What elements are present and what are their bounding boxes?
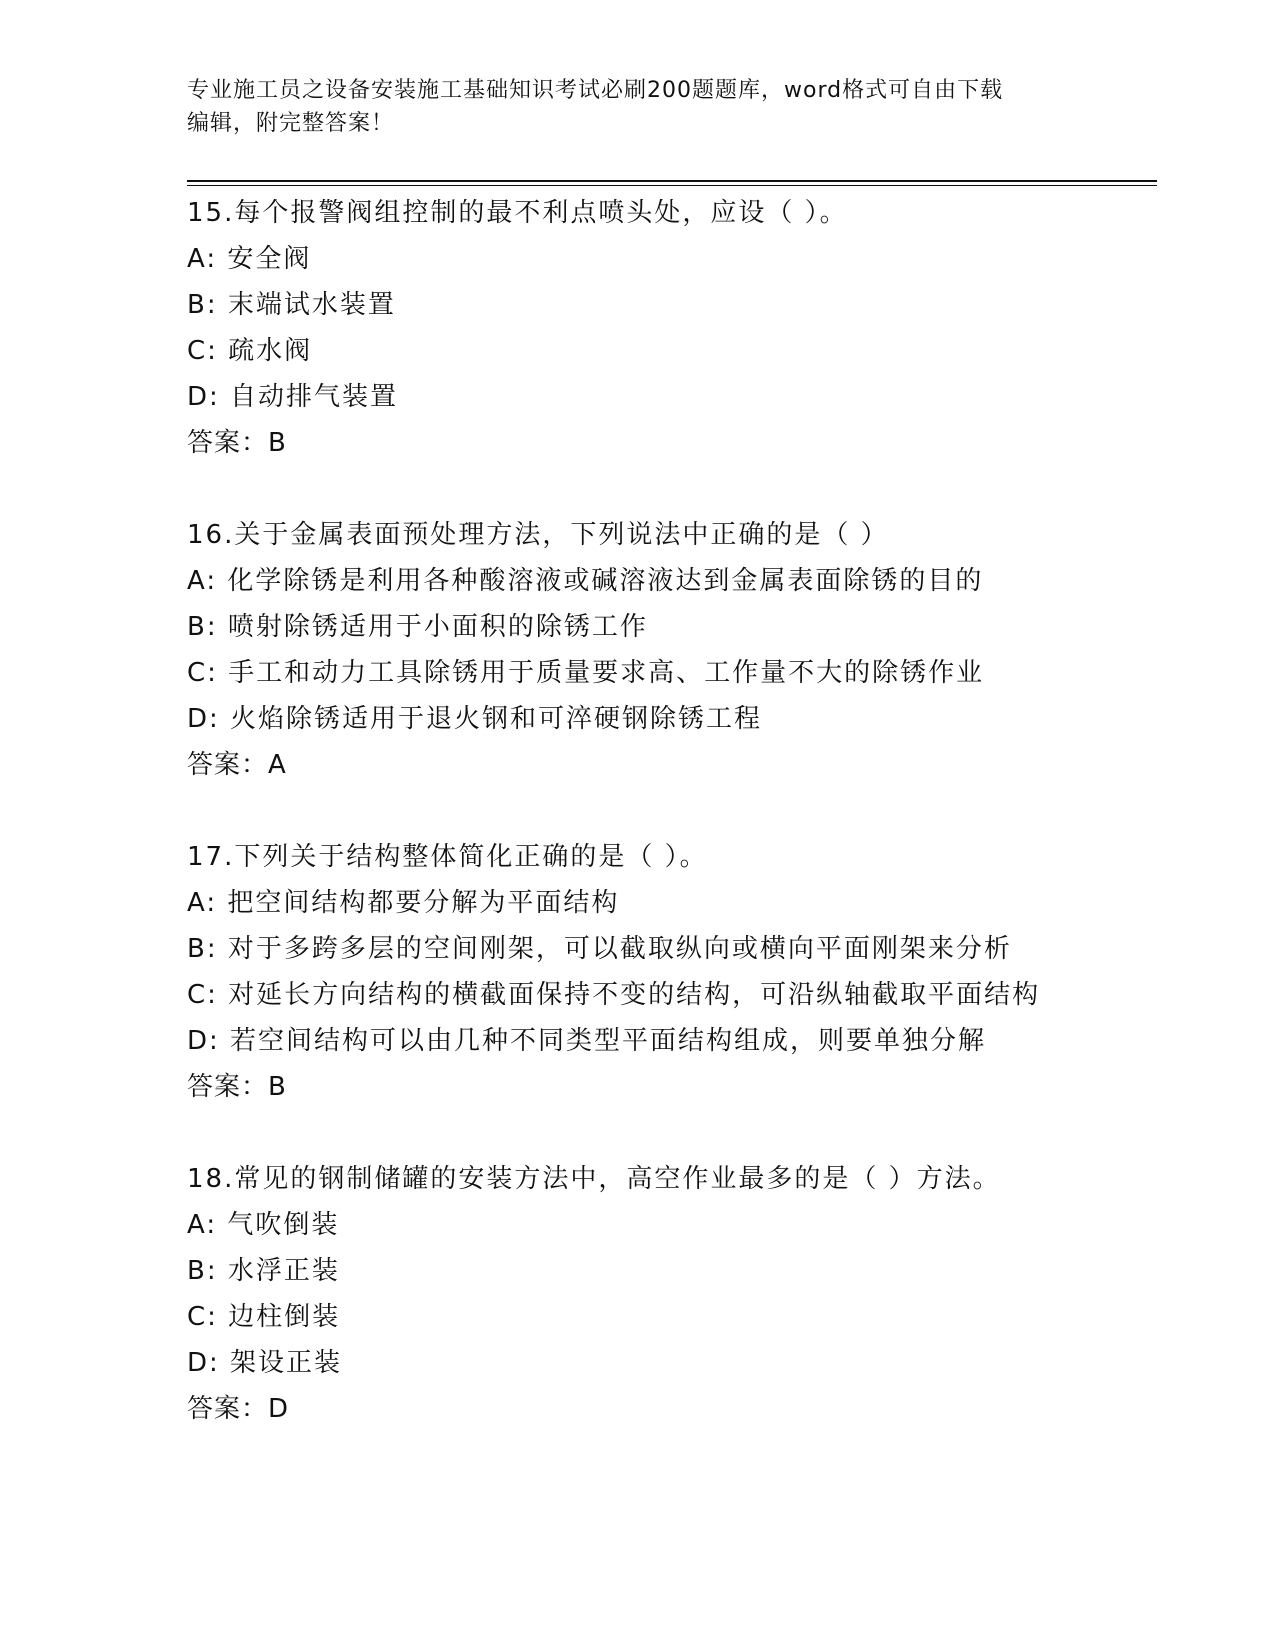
- question-title: 15.每个报警阀组控制的最不利点喷头处，应设（ ）。: [187, 198, 848, 228]
- option-a: A: 把空间结构都要分解为平面结构: [187, 888, 620, 918]
- question-15: [187, 190, 1157, 466]
- answer-line: 答案：A: [187, 750, 287, 780]
- question-title: 18.常见的钢制储罐的安装方法中，高空作业最多的是（ ）方法。: [187, 1164, 1001, 1194]
- question-title: 17.下列关于结构整体简化正确的是（ ）。: [187, 842, 708, 872]
- question-16: [187, 512, 1157, 788]
- option-c: C: 手工和动力工具除锈用于质量要求高、工作量不大的除锈作业: [187, 658, 985, 688]
- answer-line: 答案：B: [187, 1072, 287, 1102]
- option-c: C: 对延长方向结构的横截面保持不变的结构，可沿纵轴截取平面结构: [187, 980, 1041, 1010]
- header-title-line2: 编辑，附完整答案！: [187, 111, 395, 136]
- document-header: [187, 74, 1067, 140]
- option-d: D: 火焰除锈适用于退火钢和可淬硬钢除锈工程: [187, 704, 763, 734]
- answer-line: 答案：B: [187, 428, 287, 458]
- option-b: B: 末端试水装置: [187, 290, 396, 320]
- option-a: A: 化学除锈是利用各种酸溶液或碱溶液达到金属表面除锈的目的: [187, 566, 984, 596]
- option-b: B: 对于多跨多层的空间刚架，可以截取纵向或横向平面刚架来分析: [187, 934, 1012, 964]
- option-d: D: 自动排气装置: [187, 382, 399, 412]
- option-d: D: 架设正装: [187, 1348, 343, 1378]
- question-17: [187, 834, 1157, 1110]
- header-divider-thin: [187, 185, 1157, 186]
- option-c: C: 边柱倒装: [187, 1302, 341, 1332]
- option-b: B: 喷射除锈适用于小面积的除锈工作: [187, 612, 648, 642]
- question-title: 16.关于金属表面预处理方法，下列说法中正确的是（ ）: [187, 520, 889, 550]
- option-d: D: 若空间结构可以由几种不同类型平面结构组成，则要单独分解: [187, 1026, 987, 1056]
- answer-line: 答案：D: [187, 1394, 290, 1424]
- header-title-line1: 专业施工员之设备安装施工基础知识考试必刷200题题库，word格式可自由下载: [187, 78, 1004, 103]
- option-a: A: 气吹倒装: [187, 1210, 340, 1240]
- option-c: C: 疏水阀: [187, 336, 313, 366]
- option-a: A: 安全阀: [187, 244, 312, 274]
- question-list: [187, 190, 1157, 1478]
- option-b: B: 水浮正装: [187, 1256, 340, 1286]
- header-divider-thick: [187, 180, 1157, 182]
- question-18: [187, 1156, 1157, 1432]
